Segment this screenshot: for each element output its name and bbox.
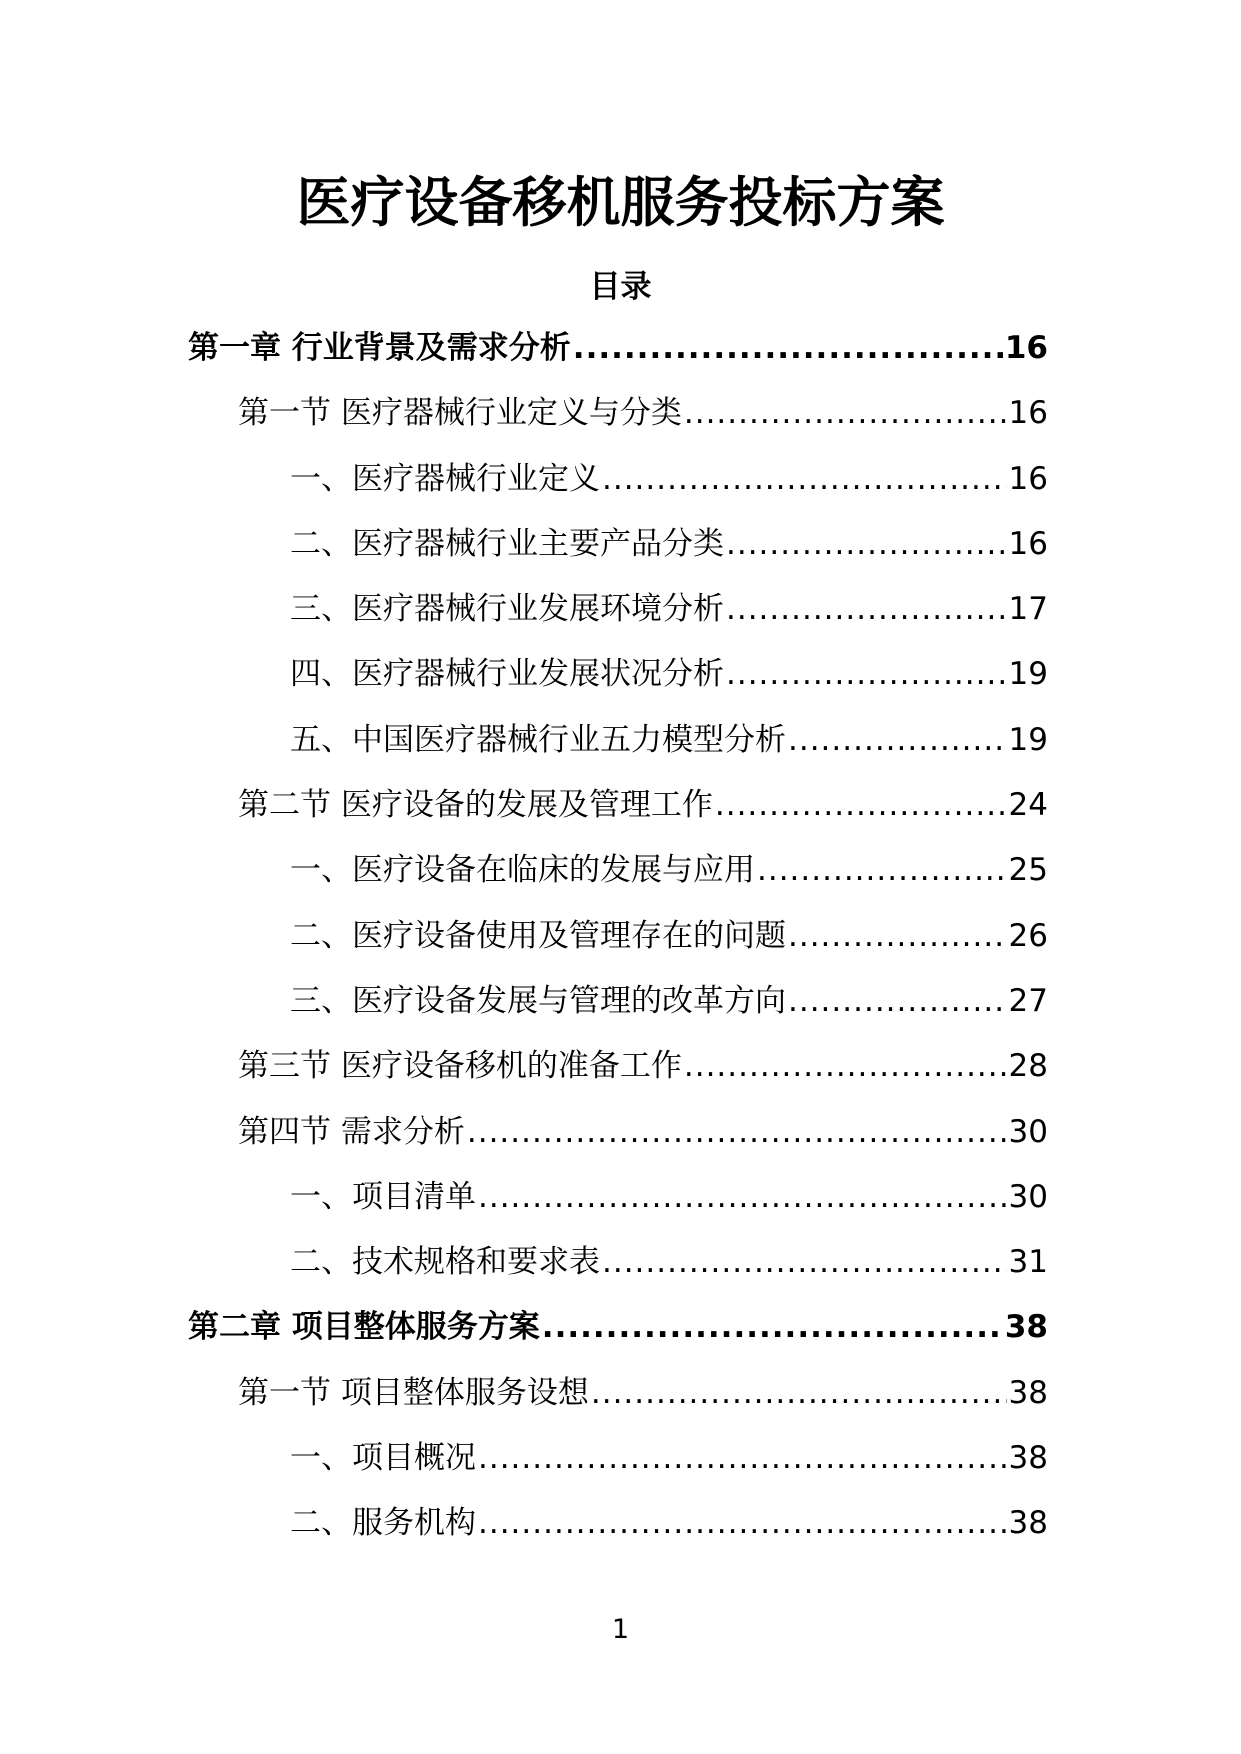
toc-entry-page: 38 [1008,1374,1048,1411]
toc-entry-title: 第二节 医疗设备的发展及管理工作 [238,787,713,824]
toc-dot-leader [788,976,1007,1026]
toc-entry-subsection[interactable] [0,715,1241,780]
toc-entry-subsection[interactable] [0,519,1241,584]
toc-entry-subsection[interactable] [0,1172,1241,1237]
toc-entry-section-1-3[interactable] [0,1041,1241,1106]
toc-entry-page: 19 [1008,656,1048,693]
toc-entry-title: 五、中国医疗器械行业五力模型分析 [290,721,786,758]
toc-entry-title: 三、医疗设备发展与管理的改革方向 [290,982,786,1019]
toc-entry-subsection[interactable] [0,911,1241,976]
toc-entry-title: 第一节 医疗器械行业定义与分类 [238,395,682,432]
toc-entry-page: 24 [1008,787,1048,824]
toc-entry-title: 二、医疗器械行业主要产品分类 [290,525,724,562]
toc-entry-page: 25 [1008,852,1048,889]
toc-entry-title: 一、医疗设备在临床的发展与应用 [290,852,755,889]
toc-entry-page: 27 [1008,982,1048,1019]
toc-entry-page: 16 [1008,525,1048,562]
toc-entry-subsection[interactable] [0,1433,1241,1498]
toc-entry-title: 第三节 医疗设备移机的准备工作 [238,1048,682,1085]
toc-entry-chapter-2[interactable] [0,1302,1241,1367]
toc-dot-leader [478,1498,1007,1548]
toc-entry-subsection[interactable] [0,454,1241,519]
toc-dot-leader [573,323,1003,373]
toc-entry-page: 16 [1004,330,1048,366]
toc-entry-title: 四、医疗器械行业发展状况分析 [290,656,724,693]
toc-entry-title: 二、技术规格和要求表 [290,1244,600,1281]
toc-entry-section-2-1[interactable] [0,1368,1241,1433]
toc-dot-leader [467,1107,1007,1157]
toc-entry-subsection[interactable] [0,845,1241,910]
toc-entry-subsection[interactable] [0,1498,1241,1563]
toc-dot-leader [726,519,1007,569]
toc-entry-title: 一、项目概况 [290,1440,476,1477]
toc-dot-leader [478,1433,1007,1483]
toc-entry-section-1-1[interactable] [0,388,1241,453]
toc-entry-page: 30 [1008,1178,1048,1215]
toc-entry-page: 28 [1008,1048,1048,1085]
toc-entry-subsection[interactable] [0,649,1241,714]
toc-entry-title: 一、项目清单 [290,1178,476,1215]
toc-entry-section-1-2[interactable] [0,780,1241,845]
toc-dot-leader [757,845,1007,895]
document-title: 医疗设备移机服务投标方案 [296,171,945,234]
toc-entry-chapter-1[interactable] [0,323,1241,388]
toc-entry-page: 31 [1008,1244,1048,1281]
toc-entry-title: 第一节 项目整体服务设想 [238,1374,589,1411]
toc-entry-subsection[interactable] [0,976,1241,1041]
toc-entry-title: 一、医疗器械行业定义 [290,460,600,497]
toc-entry-title: 三、医疗器械行业发展环境分析 [290,591,724,628]
toc-entry-subsection[interactable] [0,1237,1241,1302]
toc-dot-leader [591,1368,1007,1418]
toc-entry-page: 38 [1004,1309,1048,1346]
toc-heading: 目录 [589,269,652,305]
toc-dot-leader [684,388,1007,438]
toc-dot-leader [788,911,1007,961]
toc-entry-subsection[interactable] [0,584,1241,649]
toc-dot-leader [602,454,1007,504]
toc-entry-page: 26 [1008,917,1048,954]
page-number: 1 [611,1614,630,1645]
toc-entry-title: 第一章 行业背景及需求分析 [188,330,571,366]
toc-dot-leader [726,649,1007,699]
toc-entry-page: 16 [1008,395,1048,432]
toc-entry-section-1-4[interactable] [0,1107,1241,1172]
toc-entry-title: 第二章 项目整体服务方案 [188,1309,540,1346]
toc-entry-page: 38 [1008,1440,1048,1477]
toc-dot-leader [715,780,1007,830]
toc-entry-page: 17 [1008,591,1048,628]
toc-entry-title: 二、医疗设备使用及管理存在的问题 [290,917,786,954]
toc-entry-page: 38 [1008,1505,1048,1542]
table-of-contents [0,323,1241,1564]
toc-dot-leader [788,715,1007,765]
toc-entry-title: 二、服务机构 [290,1505,476,1542]
toc-entry-title: 第四节 需求分析 [238,1113,465,1150]
toc-dot-leader [478,1172,1007,1222]
toc-dot-leader [602,1237,1007,1287]
toc-entry-page: 30 [1008,1113,1048,1150]
toc-dot-leader [726,584,1007,634]
toc-entry-page: 19 [1008,721,1048,758]
toc-dot-leader [542,1302,1003,1352]
toc-entry-page: 16 [1008,460,1048,497]
toc-dot-leader [684,1041,1007,1091]
